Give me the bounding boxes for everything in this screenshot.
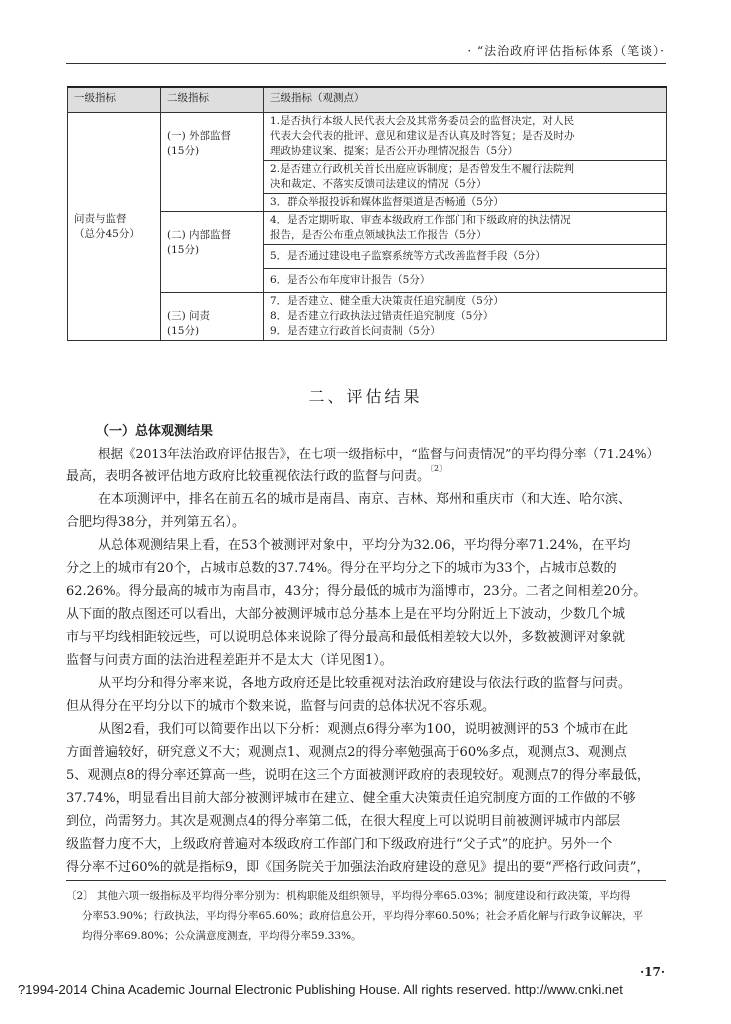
text-line: 决和裁定、不落实反馈司法建议的情况（5分） [270, 178, 487, 190]
text-line: 5、观测点8的得分率还算高一些，说明在这三个方面被测评政府的表现较好。观测点7的得分率最低， [66, 768, 650, 783]
level2-name: (一) 外部监督 [167, 130, 232, 142]
table-header-cell: 二级指标 [161, 87, 264, 113]
text-line: 报告，是否公布重点领域执法工作报告（5分） [270, 229, 487, 241]
text-line [66, 465, 666, 488]
text-line: 8．是否建立行政执法过错责任追究制度（5分） [270, 310, 494, 322]
level3-cell [264, 161, 667, 194]
text-line: 方面普遍较好，研究意义不大；观测点1、观测点2的得分率勉强高于60%多点，观测点3、观测点 [66, 745, 627, 760]
section-title: 二、评估结果 [308, 387, 423, 406]
text-line: 从图2看，我们可以简要作出以下分析：观测点6得分率为100，说明被测评的53 个城市在此 [98, 722, 629, 737]
text-line: 到位，尚需努力。其次是观测点4的得分率第二低，在很大程度上可以说明目前被测评城市内部层 [66, 814, 621, 829]
text-line: 从平均分和得分率来说，各地方政府还是比较重视对法治政府建设与依法行政的监督与问责。 [98, 676, 632, 691]
table-header-cell: 三级指标（观测点） [264, 87, 667, 113]
level1-name: 问责与监督 [74, 212, 127, 225]
level2-name: (二) 内部监督 [167, 229, 232, 241]
text-line: 37.74%，明显看出目前大部分被测评城市在建立、健全重大决策责任追究制度方面的工作做的不够 [66, 791, 636, 806]
text-line: 2.是否建立行政机关首长出庭应诉制度；是否曾发生不履行法院判 [270, 163, 575, 175]
level1-score: （总分45分） [74, 227, 140, 240]
text-line: 1.是否执行本级人民代表大会及其常务委员会的监督决定，对人民 [270, 115, 575, 127]
running-head: · “法治政府评估指标体系（笔谈）· [467, 44, 665, 58]
text-line: 62.26%。得分最高的城市为南昌市，43分；得分最低的城市为淄博市，23分。二者之间相差20分。 [66, 584, 647, 599]
level2-name: (三) 问责 [167, 310, 211, 322]
table-row [68, 113, 667, 161]
table-header-cell: 一级指标 [68, 87, 161, 113]
text-line: 7．是否建立、健全重大决策责任追究制度（5分） [270, 295, 504, 307]
body-text [66, 442, 666, 879]
level3-cell [264, 194, 667, 212]
copyright-notice: ?1994-2014 China Academic Journal Electronic Publishing House. All rights reserved. http://www.cnki.net [18, 982, 623, 997]
text-line: 4．是否定期听取、审查本级政府工作部门和下级政府的执法情况 [270, 214, 571, 226]
level3-cell [264, 212, 667, 245]
subsection-title: （一）总体观测结果 [96, 424, 214, 439]
footnote-line: 均得分率69.80%；公众满意度测查，平均得分率59.33%。 [82, 930, 362, 942]
text-line: 5．是否通过建设电子监察系统等方式改善监督手段（5分） [270, 250, 546, 262]
paragraph [66, 672, 666, 718]
text-line: 代表大会代表的批评、意见和建议是否认真及时答复；是否及时办 [270, 130, 575, 142]
footnote-rule [66, 880, 666, 881]
text-line: 分之上的城市有20个，占城市总数的37.74%。得分在平均分之下的城市为33个，占城市总数的 [66, 561, 617, 576]
text-line: 9．是否建立行政首长问责制（5分） [270, 325, 441, 337]
level2-cell [161, 293, 264, 341]
text-line: 但从得分在平均分以下的城市个数来说，监督与问责的总体状况不容乐观。 [66, 699, 496, 714]
paragraph [66, 442, 666, 488]
level3-cell [264, 269, 667, 293]
text-line: 3．群众举报投诉和媒体监督渠道是否畅通（5分） [270, 196, 504, 208]
text-line-content: 最高，表明各被评估地方政府比较重视依法行政的监督与问责。 [66, 469, 431, 484]
header-rule [66, 63, 666, 64]
text-line: 监督与问责方面的法治进程差距并不是太大（详见图1）。 [66, 653, 393, 668]
page-number: ·17· [639, 965, 665, 979]
text-line: 合肥均得38分，并列第五名）。 [66, 515, 246, 530]
indicator-table [67, 86, 667, 341]
level2-score: (15分) [167, 145, 200, 157]
footnote [66, 886, 666, 946]
text-line: 市与平均线相距较远些，可以说明总体来说除了得分最高和最低相差较大以外，多数被测评对象就 [66, 630, 626, 645]
footnote-line: 〔2〕 其他六项一级指标及平均得分率分别为：机构职能及组织领导，平均得分率65.03%；制度建设和行政决策，平均得 [66, 890, 631, 902]
table-header-row [68, 87, 667, 113]
paragraph [66, 488, 666, 534]
text-line: 从下面的散点图还可以看出，大部分被测评城市总分基本上是在平均分附近上下波动，少数几个城 [66, 607, 626, 622]
level2-cell [161, 113, 264, 212]
level3-cell [264, 245, 667, 269]
paragraph [66, 534, 666, 672]
text-line: 得分率不过60%的就是指标9，即《国务院关于加强法治政府建设的意见》提出的要“严格行政问责”， [66, 860, 650, 875]
footnote-line: 分率53.90%；行政执法，平均得分率65.60%；政府信息公开，平均得分率60.50%；社会矛盾化解与行政争议解决，平 [82, 910, 644, 922]
level2-score: (15分) [167, 244, 200, 256]
level2-score: (15分) [167, 325, 200, 337]
text-line: 6．是否公布年度审计报告（5分） [270, 274, 431, 286]
paragraph [66, 718, 666, 879]
text-line: 理政协建议案、提案；是否公开办理情况报告（5分） [270, 145, 519, 157]
text-line: 级监督力度不大，上级政府普遍对本级政府工作部门和下级政府进行“父子式”的庇护。另外一个 [66, 837, 613, 852]
level1-cell [68, 113, 161, 341]
text-line: 根据《2013年法治政府评估报告》，在七项一级指标中，“监督与问责情况”的平均得分率（71.24%） [98, 446, 660, 461]
text-line: 在本项测评中，排名在前五名的城市是南昌、南京、吉林、郑州和重庆市（和大连、哈尔滨、 [98, 492, 632, 507]
level3-cell [264, 293, 667, 341]
text-line: 从总体观测结果上看，在53个被测评对象中，平均分为32.06，平均得分率71.24%，在平均 [98, 538, 631, 553]
level2-cell [161, 212, 264, 293]
level3-cell [264, 113, 667, 161]
footnote-ref[interactable]: 〔2〕 [430, 464, 448, 473]
